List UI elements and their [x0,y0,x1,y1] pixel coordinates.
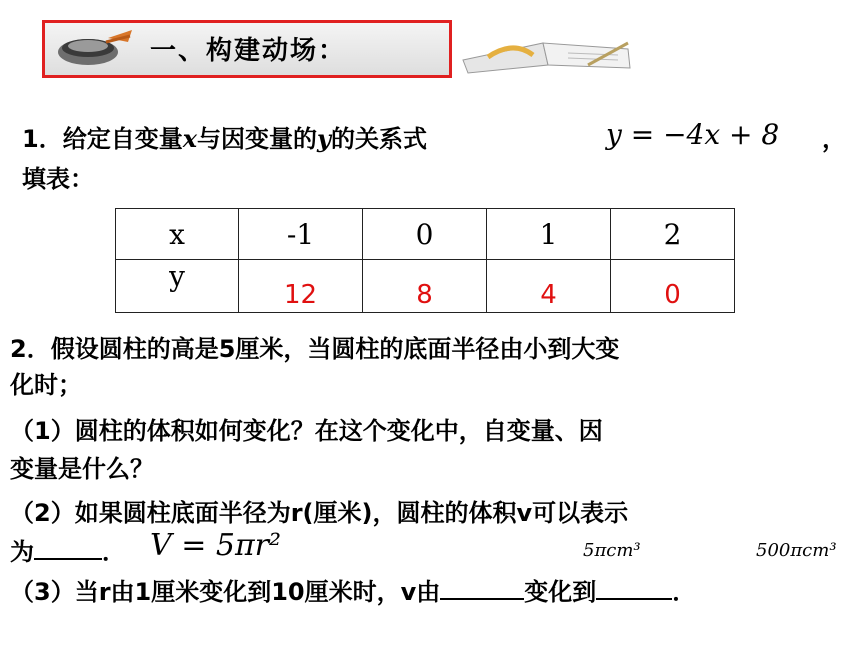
q1-line2: 填表： [22,165,94,193]
bowl-icon [50,28,140,72]
q2-line7: （3）当r由1厘米变化到10厘米时，v由 变化到 ． [10,572,696,611]
q2-line6: 为 ． [10,532,126,571]
answer-blank [596,572,672,600]
var-y: y [317,124,331,153]
var-x: x [182,124,198,153]
answer-cell: 0 [611,260,735,313]
table-cell: 1 [487,209,611,260]
table-cell: x [116,209,239,260]
answer-end-value: 500πcm³ [756,540,837,561]
value-table [115,208,735,313]
table-cell: -1 [239,209,363,260]
answer-cell: 4 [487,260,611,313]
table-cell: 2 [611,209,735,260]
volume-formula: V = 5πr² [150,528,282,563]
q1-text: 1．给定自变量x与因变量的y的关系式 [22,124,427,153]
q2-line5: （2）如果圆柱底面半径为r(厘米)，圆柱的体积v可以表示 [10,499,629,527]
table-row-x [116,209,735,260]
section-title: 一、构建动场： [150,36,347,66]
table-cell: y [116,260,239,313]
q2-line1: 2．假设圆柱的高是5厘米，当圆柱的底面半径由小到大变 [10,335,620,363]
q2-line3: （1）圆柱的体积如何变化？在这个变化中，自变量、因 [10,417,603,445]
q2-line2: 化时； [10,371,82,399]
answer-blank [34,532,102,560]
table-row-y [116,260,735,313]
q1-comma: ， [822,125,846,153]
open-book-icon [458,35,638,75]
answer-cell: 12 [239,260,363,313]
answer-cell: 8 [363,260,487,313]
answer-start-value: 5πcm³ [583,540,641,561]
table-cell: 0 [363,209,487,260]
answer-blank [440,572,524,600]
q2-line4: 变量是什么？ [10,455,154,483]
q1-formula: y = −4x + 8 [606,118,780,151]
